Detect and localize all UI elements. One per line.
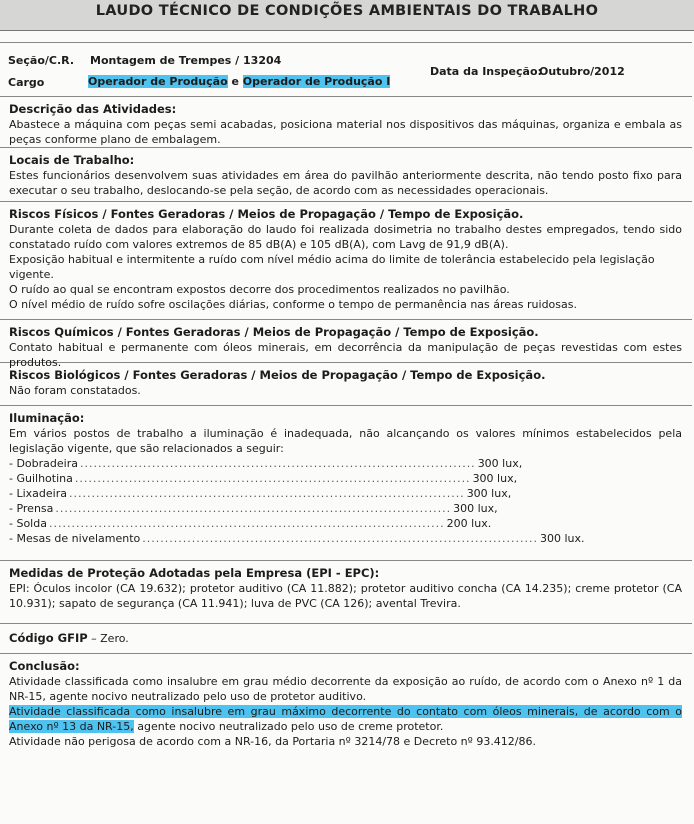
locais-section bbox=[0, 148, 692, 202]
biologicos-text: Não foram constatados. bbox=[9, 384, 141, 397]
gfip-section bbox=[0, 624, 692, 654]
inspection-label: Data da Inspeção: bbox=[430, 65, 542, 78]
locais-heading: Locais de Trabalho: bbox=[9, 153, 135, 167]
descricao-text: Abastece a máquina com peças semi acabadas, posiciona material nos dispositivos das máquinas, organiza e embala as peças conforme plano de embalagem. bbox=[9, 118, 682, 146]
cargo-value: Operador de Produção e Operador de Produção I bbox=[88, 75, 391, 88]
lux-item-value: 300 lux, bbox=[453, 502, 498, 515]
lux-item-name: - Dobradeira bbox=[9, 457, 78, 470]
iluminacao-heading: Iluminação: bbox=[9, 411, 85, 425]
lux-item-name: - Prensa bbox=[9, 502, 54, 515]
dot-leader: ........................................................................................ bbox=[79, 457, 476, 470]
conclusao-section bbox=[0, 654, 692, 767]
lux-item-value: 300 lux, bbox=[472, 472, 518, 485]
fisicos-line: O ruído ao qual se encontram expostos decorre dos procedimentos realizados no pavilhão. bbox=[9, 283, 510, 296]
lux-item bbox=[9, 471, 518, 486]
iluminacao-text: Em vários postos de trabalho a iluminação é inadequada, não alcançando os valores mínimos estabelecidos pela legislação vigente, que são relacionados a seguir: bbox=[9, 427, 682, 455]
lux-item-value: 300 lux. bbox=[539, 532, 585, 545]
lux-item bbox=[9, 516, 492, 531]
secao-label: Seção/C.R. bbox=[8, 54, 75, 67]
descricao-heading: Descrição das Atividades: bbox=[9, 102, 177, 116]
descricao-section bbox=[0, 97, 692, 148]
biologicos-section bbox=[0, 363, 692, 406]
conclusao-line-1: Atividade classificada como insalubre em grau médio decorrente da exposição ao ruído, de acordo com o Anexo nº 1 da NR-15, agente nocivo neutralizado pelo uso de protetor auditivo. bbox=[9, 675, 682, 703]
dot-leader: ........................................................................................ bbox=[74, 472, 471, 485]
gfip-label: Código GFIP bbox=[9, 631, 88, 645]
dot-leader: ........................................................................................ bbox=[55, 502, 452, 515]
medidas-text: EPI: Óculos incolor (CA 19.632); protetor auditivo (CA 11.882); protetor auditivo concha (CA 14.235); creme protetor (CA 10.931); sapato de segurança (CA 11.941); luva de PVC (CA 126); avental Trevira. bbox=[9, 582, 682, 610]
iluminacao-section bbox=[0, 406, 692, 561]
lux-item-value: 300 lux, bbox=[466, 487, 512, 500]
fisicos-section bbox=[0, 202, 692, 320]
biologicos-heading: Riscos Biológicos / Fontes Geradoras / Meios de Propagação / Tempo de Exposição. bbox=[9, 368, 546, 382]
medidas-heading: Medidas de Proteção Adotadas pela Empresa (EPI - EPC): bbox=[9, 566, 380, 580]
fisicos-line: O nível médio de ruído sofre oscilações diárias, conforme o tempo de permanência nas áreas ruidosas. bbox=[9, 298, 577, 311]
lux-item-name: - Mesas de nivelamento bbox=[9, 532, 141, 545]
lux-item bbox=[9, 456, 523, 471]
lux-item-name: - Lixadeira bbox=[9, 487, 67, 500]
fisicos-heading: Riscos Físicos / Fontes Geradoras / Meios de Propagação / Tempo de Exposição. bbox=[9, 207, 524, 221]
lux-item bbox=[9, 501, 498, 516]
dot-leader: ........................................................................................ bbox=[142, 532, 538, 545]
document-title: LAUDO TÉCNICO DE CONDIÇÕES AMBIENTAIS DO TRABALHO bbox=[0, 0, 694, 31]
dot-leader: ........................................................................................ bbox=[68, 487, 465, 500]
lux-item bbox=[9, 486, 512, 501]
cargo-highlight-2: Operador de Produção I bbox=[242, 75, 391, 88]
lux-item-name: - Solda bbox=[9, 517, 47, 530]
fisicos-line: Exposição habitual e intermitente a ruído com nível médio acima do limite de tolerância estabelecido pela legislação vigente. bbox=[9, 253, 655, 281]
identification-section bbox=[0, 43, 692, 97]
lux-item-name: - Guilhotina bbox=[9, 472, 73, 485]
conclusao-heading: Conclusão: bbox=[9, 659, 80, 673]
lux-item bbox=[9, 531, 585, 546]
dot-leader: ........................................................................................ bbox=[48, 517, 445, 530]
gfip-value: – Zero. bbox=[87, 632, 129, 645]
cargo-highlight-1: Operador de Produção bbox=[88, 75, 228, 88]
medidas-section bbox=[0, 561, 692, 624]
lux-list bbox=[9, 456, 682, 546]
lux-item-value: 200 lux. bbox=[446, 517, 492, 530]
conclusao-line-2: Atividade classificada como insalubre em grau máximo decorrente do contato com óleos minerais, de acordo com o Anexo nº 13 da NR-15, agente nocivo neutralizado pelo uso de creme protetor. bbox=[9, 705, 682, 733]
locais-text: Estes funcionários desenvolvem suas atividades em área do pavilhão anteriormente descrita, não tendo posto fixo para executar o seu trabalho, deslocando-se pela seção, de acordo com as necessidades operacionais. bbox=[9, 169, 682, 197]
conclusao-line-3: Atividade não perigosa de acordo com a NR-16, da Portaria nº 3214/78 e Decreto nº 93.412/86. bbox=[9, 735, 537, 748]
report-body bbox=[0, 42, 692, 767]
quimicos-section bbox=[0, 320, 692, 369]
fisicos-line: Durante coleta de dados para elaboração do laudo foi realizada dosimetria no trabalho destes empregados, tendo sido constatado ruído com valores extremos de 85 dB(A) e 105 dB(A), com Lavg de 91,9 dB(A). bbox=[9, 223, 682, 251]
lux-item-value: 300 lux, bbox=[477, 457, 523, 470]
quimicos-text: Contato habitual e permanente com óleos minerais, em decorrência da manipulação de peças revestidas com estes produtos. bbox=[9, 341, 682, 369]
inspection-date: Outubro/2012 bbox=[539, 65, 625, 78]
secao-value: Montagem de Trempes / 13204 bbox=[90, 54, 282, 67]
conclusao-highlight: Atividade classificada como insalubre em grau máximo decorrente do contato com óleos minerais, de acordo com o Anexo nº 13 da NR-15, bbox=[9, 705, 682, 733]
cargo-label: Cargo bbox=[8, 76, 45, 89]
quimicos-heading: Riscos Químicos / Fontes Geradoras / Meios de Propagação / Tempo de Exposição. bbox=[9, 325, 539, 339]
